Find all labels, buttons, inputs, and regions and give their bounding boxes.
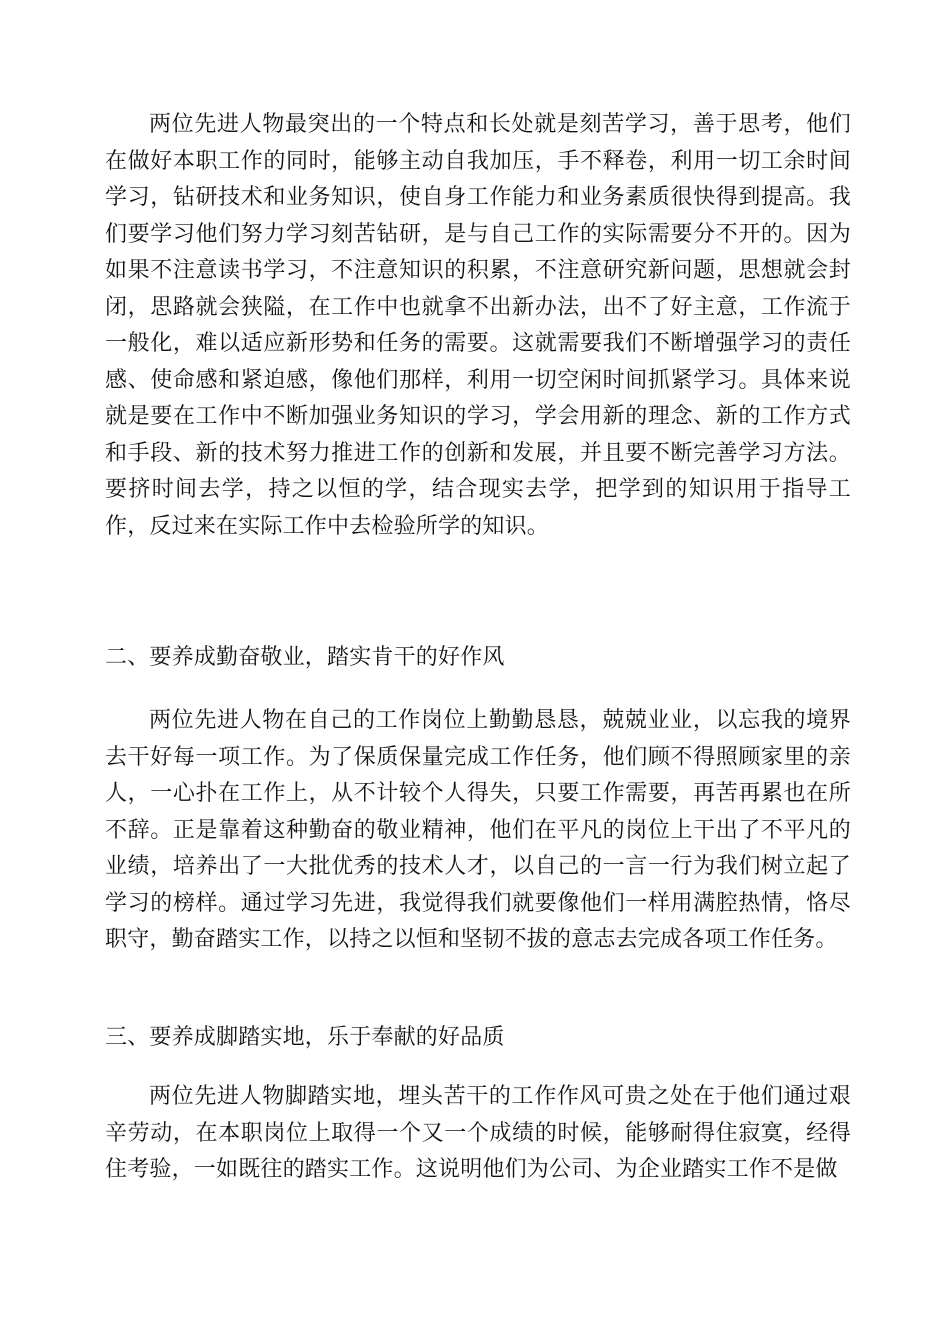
paragraph-dedication: 两位先进人物脚踏实地，埋头苦干的工作作风可贵之处在于他们通过艰辛劳动，在本职岗位上取得一个又一个成绩的时候，能够耐得住寂寞，经得住考验，一如既往的踏实工作。这说明他们为公司、为企业踏实工作不是做 [105, 1084, 851, 1182]
paragraph-diligence: 两位先进人物在自己的工作岗位上勤勤恳恳，兢兢业业，以忘我的境界去干好每一项工作。为了保质保量完成工作任务，他们顾不得照顾家里的亲人，一心扑在工作上，从不计较个人得失，只要工作需要，再苦再累也在所不辞。正是靠着这种勤奋的敬业精神，他们在平凡的岗位上干出了不平凡的业绩，培养出了一大批优秀的技术人才，以自己的一言一行为我们树立起了学习的榜样。通过学习先进，我觉得我们就要像他们一样用满腔热情，恪尽职守，勤奋踏实工作，以持之以恒和坚韧不拔的意志去完成各项工作任务。 [105, 708, 851, 952]
paragraph-study: 两位先进人物最突出的一个特点和长处就是刻苦学习，善于思考，他们在做好本职工作的同时，能够主动自我加压，手不释卷，利用一切工余时间学习，钻研技术和业务知识，使自身工作能力和业务素质很快得到提高。我们要学习他们努力学习刻苦钻研，是与自己工作的实际需要分不开的。因为如果不注意读书学习，不注意知识的积累，不注意研究新问题，思想就会封闭，思路就会狭隘，在工作中也就拿不出新办法，出不了好主意，工作流于一般化，难以适应新形势和任务的需要。这就需要我们不断增强学习的责任感、使命感和紧迫感，像他们那样，利用一切空闲时间抓紧学习。具体来说就是要在工作中不断加强业务知识的学习，学会用新的理念、新的工作方式和手段、新的技术努力推进工作的创新和发展，并且要不断完善学习方法。要挤时间去学，持之以恒的学，结合现实去学，把学到的知识用于指导工作，反过来在实际工作中去检验所学的知识。 [105, 112, 851, 539]
section-heading-three: 三、要养成脚踏实地，乐于奉献的好品质 [105, 1025, 505, 1050]
section-heading-two: 二、要养成勤奋敬业，踏实肯干的好作风 [105, 645, 505, 670]
